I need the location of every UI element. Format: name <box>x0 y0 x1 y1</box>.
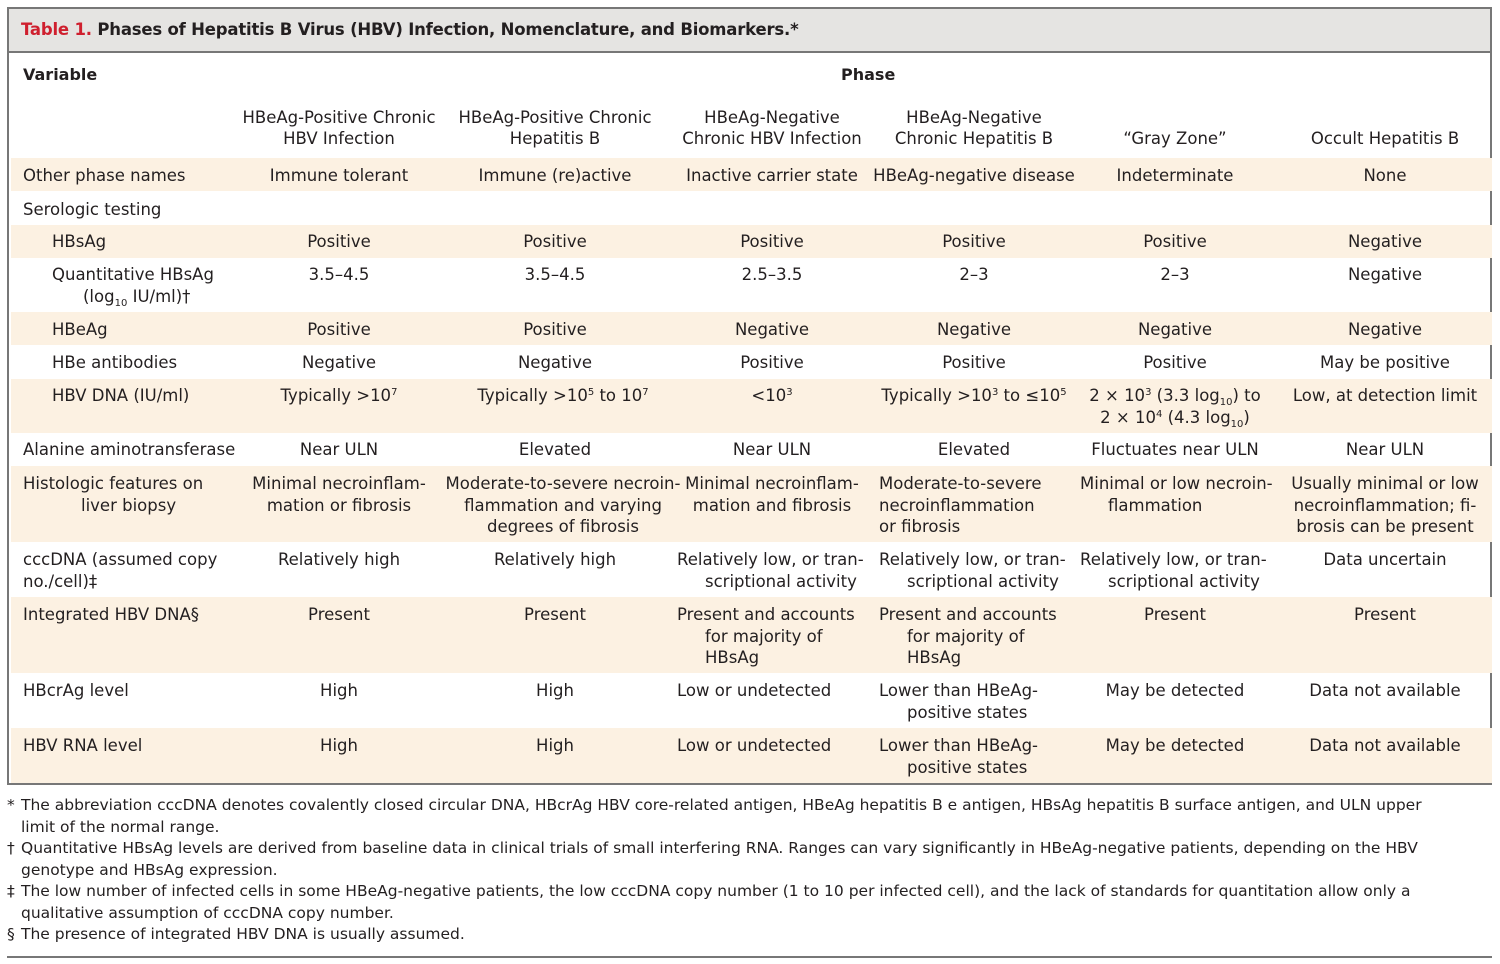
variable-header: Variable <box>23 65 98 84</box>
cell-line: brosis can be present <box>1296 517 1474 536</box>
row-label-line: Histologic features on <box>23 474 204 493</box>
table-cell: Positive <box>740 232 804 251</box>
table-number: Table 1. <box>21 20 92 39</box>
footnote-line: limit of the normal range. <box>21 817 220 836</box>
label-text: IU/ml)† <box>127 286 191 306</box>
cell-line: mation and fibrosis <box>692 495 852 515</box>
bottom-rule <box>7 956 1492 958</box>
cell-line: positive states <box>907 702 1028 722</box>
footnote-line: The low number of infected cells in some HBeAg-negative patients, the low cccDNA copy number (1 to 10 per infected cell), and the lack of standards for quantitation allow only a <box>21 882 1411 900</box>
column-header: HBeAg-Positive Chronic HBV Infection <box>242 108 436 148</box>
table-title <box>21 20 799 39</box>
table-frame <box>7 7 1492 785</box>
footnote-text <box>21 881 1481 924</box>
row-label: HBeAg <box>52 320 108 339</box>
cell-line: flammation <box>1108 495 1203 515</box>
table-title-bar <box>9 9 1490 53</box>
table-cell: High <box>320 681 358 700</box>
table-cell: May be positive <box>1320 353 1450 372</box>
table-cell <box>1075 385 1275 428</box>
column-header: HBeAg-Negative Chronic HBV Infection <box>682 108 862 148</box>
table-cell: Negative <box>1347 320 1423 339</box>
cell-line: scriptional activity <box>705 571 857 591</box>
cell-text: to 10 <box>594 386 643 405</box>
column-header: Occult Hepatitis B <box>1310 129 1460 148</box>
table-cell: 2–3 <box>1160 265 1190 284</box>
table-cell <box>879 680 1075 723</box>
table-cell: Negative <box>936 320 1012 339</box>
table-cell: Positive <box>1143 232 1207 251</box>
table-cell <box>879 473 1079 538</box>
table-cell <box>674 473 870 516</box>
superscript: 7 <box>642 387 649 398</box>
table-cell <box>677 604 873 669</box>
table-cell: Near ULN <box>299 440 379 459</box>
cell-line: degrees of fibrosis <box>487 517 639 536</box>
cell-line <box>1075 407 1275 429</box>
footnote-mark: † <box>7 839 15 857</box>
row-label: Integrated HBV DNA§ <box>23 605 199 624</box>
table-cell: Fluctuates near ULN <box>1091 440 1259 459</box>
cell-line: scriptional activity <box>907 571 1059 591</box>
table-cell: Present <box>308 605 370 624</box>
row-label: HBe antibodies <box>52 353 178 372</box>
table-cell: High <box>536 736 574 755</box>
cell-line: Moderate-to-severe necroin- <box>445 474 681 493</box>
cell-line: Present and accounts <box>677 605 855 624</box>
table-cell: Positive <box>523 232 587 251</box>
table-cell: Elevated <box>937 440 1011 459</box>
table-cell <box>879 735 1075 778</box>
table-cell <box>1277 473 1493 538</box>
table-cell: Data uncertain <box>1323 550 1447 569</box>
table-cell: Negative <box>1137 320 1213 339</box>
table-cell: Near ULN <box>1345 440 1425 459</box>
column-header: HBeAg-Negative Chronic Hepatitis B <box>894 108 1054 148</box>
footnote-line: The presence of integrated HBV DNA is usually assumed. <box>21 925 465 943</box>
cell-line: Relatively low, or tran- <box>1080 550 1267 569</box>
table-cell: Data not available <box>1309 736 1461 755</box>
table-title-text: Phases of Hepatitis B Virus (HBV) Infection, Nomenclature, and Biomarkers.* <box>97 20 799 39</box>
cell-line: Lower than HBeAg- <box>879 681 1039 700</box>
footnote-line: Quantitative HBsAg levels are derived from baseline data in clinical trials of small interfering RNA. Ranges can vary significantly in HBeAg-negative patients, depending on the HBV <box>21 839 1418 857</box>
row-label-line: Quantitative HBsAg <box>52 265 214 284</box>
cell-line: Present and accounts <box>879 605 1057 624</box>
cell-line: Minimal necroinflam- <box>252 474 426 493</box>
superscript: 5 <box>587 387 595 398</box>
subscript: 10 <box>1219 397 1233 408</box>
superscript: 4 <box>1155 408 1163 420</box>
table-cell: Positive <box>523 320 587 339</box>
cell-text: ) <box>1243 407 1250 427</box>
superscript: 3 <box>991 387 999 398</box>
row-label: Alanine aminotransferase <box>23 440 236 459</box>
cell-line: for majority of <box>705 626 823 646</box>
cell-line: Relatively low, or tran- <box>677 550 864 569</box>
table-cell: 2.5–3.5 <box>741 265 803 284</box>
subscript: 10 <box>114 297 128 309</box>
column-header: “Gray Zone” <box>1123 129 1227 148</box>
cell-line: Minimal necroinflam- <box>685 474 859 493</box>
subscript: 10 <box>1230 418 1244 430</box>
table-cell: Near ULN <box>732 440 812 459</box>
footnote-text <box>21 795 1481 838</box>
table-cell: Relatively high <box>277 550 401 569</box>
table-cell: Elevated <box>518 440 592 459</box>
table-cell <box>239 473 439 516</box>
table-cell: HBeAg-negative disease <box>873 166 1075 185</box>
cell-line: scriptional activity <box>1108 571 1260 591</box>
superscript: 5 <box>1060 387 1067 398</box>
cell-line: Moderate-to-severe <box>879 474 1042 493</box>
cell-line <box>1075 385 1275 407</box>
row-label-line: no./cell)‡ <box>23 571 98 591</box>
cell-text: Typically >10 <box>881 386 992 405</box>
label-text: (log <box>83 286 115 306</box>
table-cell <box>871 385 1077 407</box>
footnote-line: qualitative assumption of cccDNA copy number. <box>21 903 394 922</box>
footnote-mark: ‡ <box>7 882 15 900</box>
cell-text: 2 × 10 <box>1089 386 1146 405</box>
footnote-line: The abbreviation cccDNA denotes covalently closed circular DNA, HBcrAg HBV core-related antigen, HBeAg hepatitis B e antigen, HBsAg hepatitis B surface antigen, and ULN upper <box>21 796 1422 814</box>
table-cell: Data not available <box>1309 681 1461 700</box>
row-label-line: liver biopsy <box>81 495 177 515</box>
table-cell: 3.5–4.5 <box>308 265 370 284</box>
table-cell: Negative <box>734 320 810 339</box>
cell-text: (4.3 log <box>1162 407 1231 427</box>
row-label: Other phase names <box>23 166 186 185</box>
table-cell: Negative <box>517 353 593 372</box>
footnote-text <box>21 838 1481 881</box>
table-cell <box>879 604 1075 669</box>
table-cell: Positive <box>307 232 371 251</box>
cell-line: Relatively low, or tran- <box>879 550 1066 569</box>
row-label-line <box>52 286 214 308</box>
cell-line: necroinflammation <box>879 495 1035 515</box>
table-cell: Positive <box>942 232 1006 251</box>
superscript: 3 <box>786 387 793 398</box>
cell-line: HBsAg <box>705 648 760 667</box>
column-header: HBeAg-Positive Chronic Hepatitis B <box>458 108 652 148</box>
row-label: HBcrAg level <box>23 681 129 700</box>
superscript: 7 <box>391 387 398 398</box>
table-cell: Present <box>1354 605 1416 624</box>
cell-text: ) to <box>1232 386 1261 405</box>
footnote-line: genotype and HBsAg expression. <box>21 860 278 879</box>
table-cell: Low or undetected <box>677 681 832 700</box>
table-cell <box>239 385 439 407</box>
table-cell: Present <box>524 605 586 624</box>
table-cell <box>677 549 873 592</box>
table-cell: Positive <box>1143 353 1207 372</box>
table-cell <box>1080 549 1280 592</box>
table-cell: Inactive carrier state <box>686 166 858 185</box>
table-cell: Low, at detection limit <box>1292 386 1478 405</box>
table-cell <box>1080 473 1285 516</box>
row-label <box>23 549 217 592</box>
phase-header: Phase <box>841 65 896 84</box>
row-label <box>23 473 223 516</box>
table-cell: None <box>1363 166 1407 185</box>
cell-line: positive states <box>907 757 1028 777</box>
table-cell: Positive <box>942 353 1006 372</box>
table-cell: Negative <box>301 353 377 372</box>
table-cell: Positive <box>740 353 804 372</box>
table-cell: Positive <box>307 320 371 339</box>
table-cell: Negative <box>1347 232 1423 251</box>
table-cell: High <box>320 736 358 755</box>
cell-line: for majority of <box>907 626 1025 646</box>
cell-line: necroinflammation; fi- <box>1293 495 1477 515</box>
cell-line: HBsAg <box>907 648 962 667</box>
cell-line: mation or fibrosis <box>266 495 412 515</box>
table-cell: Negative <box>1347 265 1423 284</box>
table-cell: High <box>536 681 574 700</box>
table-cell: May be detected <box>1105 736 1245 755</box>
table-cell <box>879 549 1075 592</box>
cell-line: Lower than HBeAg- <box>879 736 1039 755</box>
table-cell: 2–3 <box>959 265 989 284</box>
section-label: Serologic testing <box>23 200 162 219</box>
table-cell: Immune tolerant <box>269 166 409 185</box>
table-cell: May be detected <box>1105 681 1245 700</box>
table-cell: Low or undetected <box>677 736 832 755</box>
table-cell <box>674 385 870 407</box>
row-label: HBV DNA (IU/ml) <box>52 386 190 405</box>
footnote-mark: § <box>7 925 15 943</box>
cell-line: Minimal or low necroin- <box>1080 474 1273 493</box>
cell-text: <10 <box>751 386 787 405</box>
cell-text: Typically >10 <box>280 386 392 405</box>
row-label <box>52 264 214 307</box>
superscript: 3 <box>1145 387 1152 398</box>
table-cell: Immune (re)active <box>478 166 632 185</box>
table-cell: Indeterminate <box>1116 166 1234 185</box>
footnote-mark: * <box>7 796 15 814</box>
row-label-line: cccDNA (assumed copy <box>23 550 218 569</box>
cell-text: (3.3 log <box>1151 386 1220 405</box>
cell-text: 2 × 10 <box>1100 407 1156 427</box>
table-cell <box>455 385 671 407</box>
cell-line: Usually minimal or low <box>1291 474 1479 493</box>
row-label: HBsAg <box>52 232 107 251</box>
table-cell: Relatively high <box>493 550 617 569</box>
footnote-text <box>21 924 1481 946</box>
table-cell <box>445 473 681 538</box>
cell-line: flammation and varying <box>464 495 662 515</box>
table-cell: 3.5–4.5 <box>524 265 586 284</box>
row-label: HBV RNA level <box>23 736 143 755</box>
cell-line: or fibrosis <box>879 517 961 536</box>
table-cell: Present <box>1144 605 1206 624</box>
cell-text: to ≤10 <box>998 386 1061 405</box>
cell-text: Typically >10 <box>477 386 588 405</box>
